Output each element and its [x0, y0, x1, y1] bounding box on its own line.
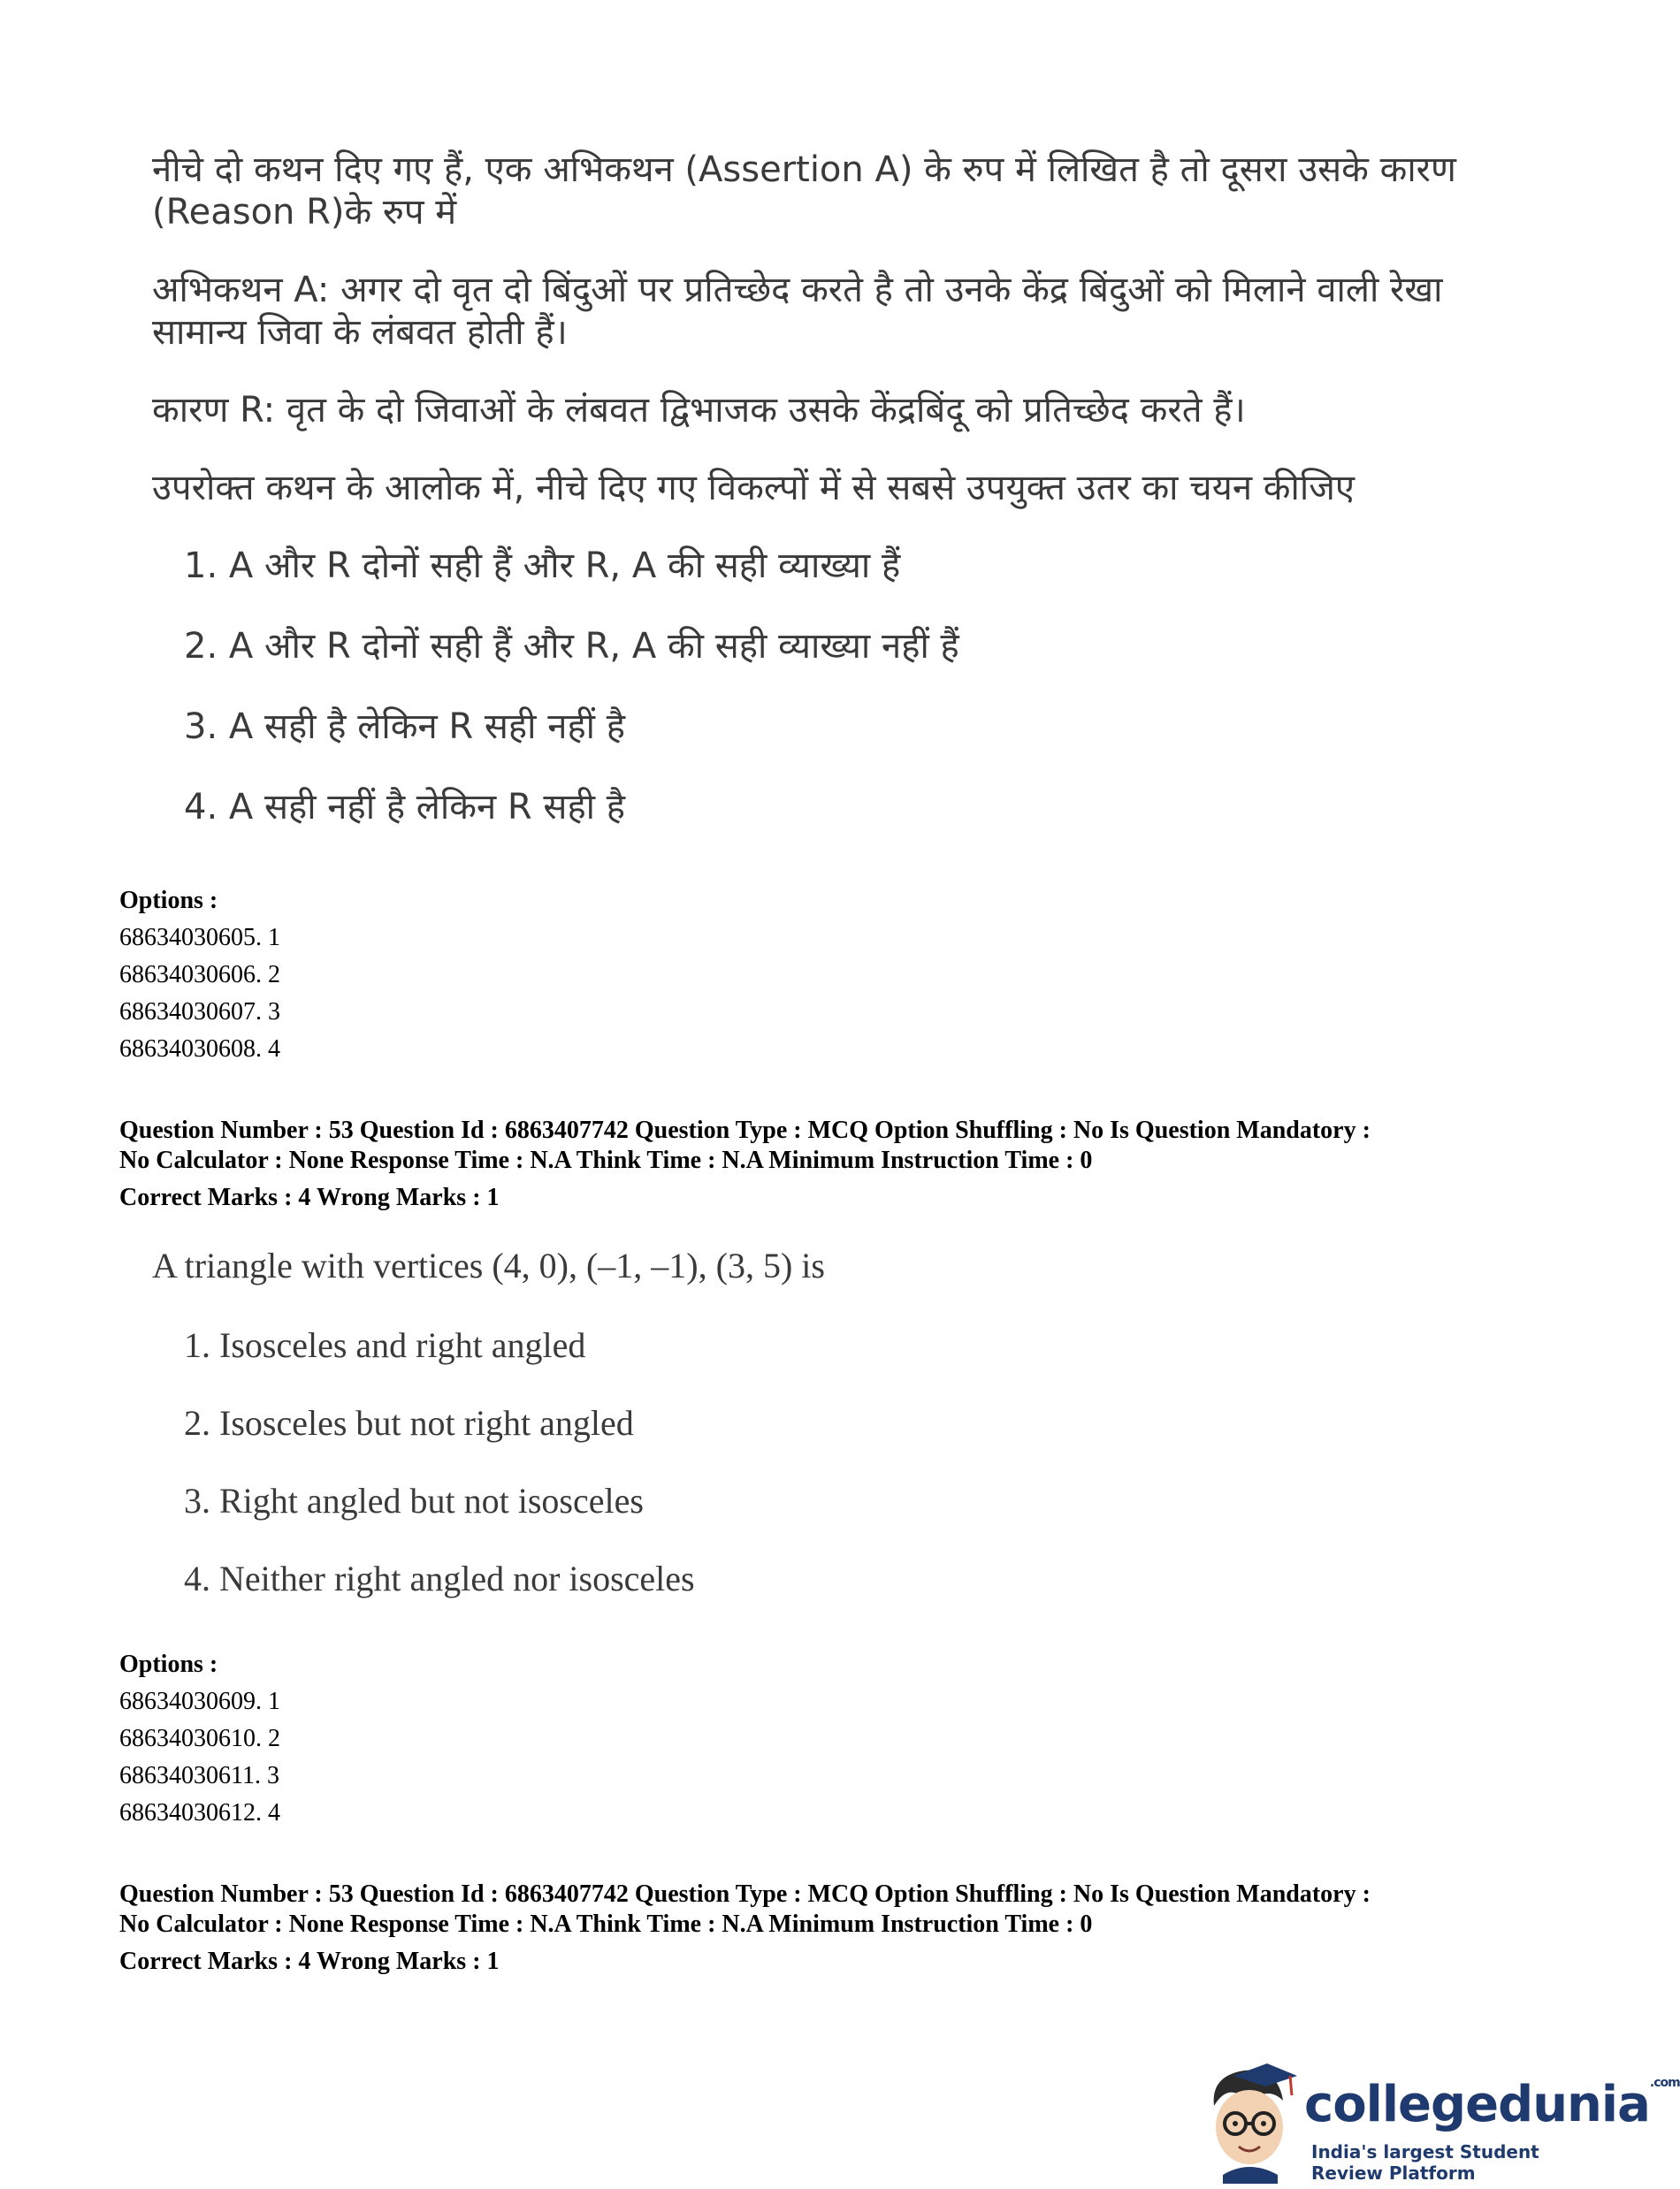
- question-info-line: No Calculator : None Response Time : N.A Think Time : N.A Minimum Instruction Time : 0: [119, 1147, 1093, 1174]
- option-id: 68634030605. 1: [119, 924, 280, 951]
- question-2-choice: 1. Isosceles and right angled: [184, 1325, 586, 1365]
- question-1-choice: 2. A और R दोनों सही हैं और R, A की सही व्याख्या नहीं हैं: [184, 626, 959, 667]
- logo-tagline: India's largest Student Review Platform: [1311, 2141, 1539, 2184]
- option-id: 68634030608. 4: [119, 1035, 280, 1063]
- question-info-line: No Calculator : None Response Time : N.A Think Time : N.A Minimum Instruction Time : 0: [119, 1911, 1093, 1938]
- option-id: 68634030609. 1: [119, 1688, 280, 1715]
- question-2-body: [152, 1245, 1213, 1636]
- question-2-choices: [184, 1324, 1213, 1600]
- collegedunia-logo: [1198, 2060, 1680, 2184]
- question-2-stem: A triangle with vertices (4, 0), (–1, –1), (3, 5) is: [152, 1246, 825, 1285]
- question-2-choice: 3. Right angled but not isosceles: [184, 1481, 644, 1521]
- question-2-options: [119, 1646, 280, 1832]
- question-1-body: [152, 149, 1531, 866]
- mascot-icon: [1198, 2060, 1304, 2184]
- question-1-options: [119, 882, 280, 1068]
- options-label: Options :: [119, 887, 218, 914]
- question-1-choices: [184, 545, 1531, 828]
- question-info-line: Question Number : 53 Question Id : 6863407742 Question Type : MCQ Option Shuffling : No Is Question Mandatory :: [119, 1117, 1371, 1144]
- question-info-1: [119, 1116, 1552, 1213]
- question-marks: Correct Marks : 4 Wrong Marks : 1: [119, 1184, 500, 1211]
- option-id: 68634030606. 2: [119, 961, 280, 988]
- option-id: 68634030612. 4: [119, 1799, 280, 1827]
- question-1-choice: 3. A सही है लेकिन R सही नहीं है: [184, 706, 625, 747]
- option-id: 68634030610. 2: [119, 1725, 280, 1752]
- question-2-choice: 2. Isosceles but not right angled: [184, 1403, 634, 1443]
- question-marks: Correct Marks : 4 Wrong Marks : 1: [119, 1948, 500, 1975]
- options-label: Options :: [119, 1651, 218, 1678]
- question-1-assertion: अभिकथन A: अगर दो वृत दो बिंदुओं पर प्रतिच्छेद करते है तो उनके केंद्र बिंदुओं को मिलाने वाली रेखा सामान्य जिवा के लंबवत होती हैं।: [152, 270, 1443, 353]
- question-1-intro: नीचे दो कथन दिए गए हैं, एक अभिकथन (Assertion A) के रुप में लिखित है तो दूसरा उसके कारण (Reason R)के रुप में: [152, 149, 1456, 233]
- question-2-choice: 4. Neither right angled nor isosceles: [184, 1559, 695, 1598]
- question-info-line: Question Number : 53 Question Id : 6863407742 Question Type : MCQ Option Shuffling : No Is Question Mandatory :: [119, 1880, 1371, 1908]
- option-id: 68634030607. 3: [119, 998, 280, 1026]
- question-1-choice: 1. A और R दोनों सही हैं और R, A की सही व्याख्या हैं: [184, 545, 901, 586]
- question-1-choice: 4. A सही नहीं है लेकिन R सही है: [184, 787, 625, 828]
- option-id: 68634030611. 3: [119, 1762, 279, 1789]
- question-info-2: [119, 1880, 1552, 1977]
- question-1-instruction: उपरोक्त कथन के आलोक में, नीचे दिए गए विकल्पों में से सबसे उपयुक्त उतर का चयन कीजिए: [152, 468, 1355, 508]
- logo-brand: collegedunia$^{.com}$: [1304, 2076, 1680, 2133]
- question-1-reason: कारण R: वृत के दो जिवाओं के लंबवत द्विभाजक उसके केंद्रबिंदू को प्रतिच्छेद करते हैं।: [152, 390, 1246, 431]
